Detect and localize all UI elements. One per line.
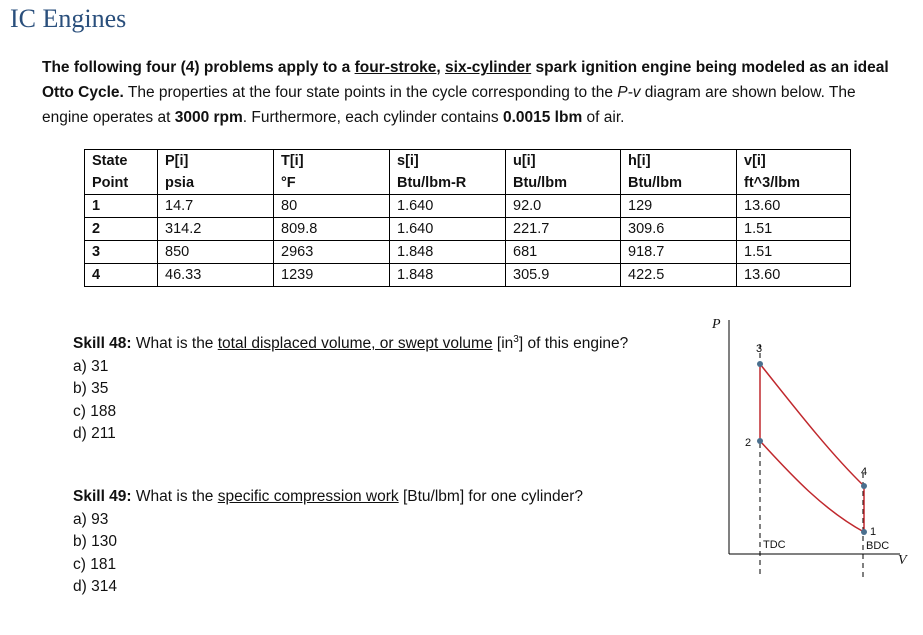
state-point-1 — [861, 529, 867, 535]
six-cylinder-text: six-cylinder — [445, 59, 532, 76]
intro-text-1: The following four (4) problems apply to a — [42, 59, 355, 76]
pv-text: P-v — [617, 84, 641, 101]
four-stroke-text: four-stroke — [354, 59, 437, 76]
table-cell: 221.7 — [506, 218, 621, 241]
answer-option: a) 93 — [73, 510, 109, 528]
intro-text-3: The properties at the four state points in the cycle corresponding to the — [123, 84, 618, 101]
state-point-3 — [757, 361, 763, 367]
answer-option: b) 130 — [73, 533, 117, 550]
skill-48-text-1: What is the — [131, 335, 218, 353]
state-number-cell: 3 — [85, 241, 158, 264]
table-units-row — [85, 172, 851, 195]
skill-48-underlined: total displaced volume, or swept volume — [217, 335, 493, 353]
table-cell: 681 — [506, 241, 621, 264]
skill-49-prompt — [73, 486, 583, 509]
header-unit-cell: Point — [85, 172, 158, 195]
header-cell: T[i] — [274, 150, 390, 173]
skill-49-text-2: [Btu/lbm] for one cylinder? — [398, 488, 584, 505]
answer-option: c) 188 — [73, 402, 117, 420]
p-axis-label: P — [712, 317, 721, 332]
table-cell: 1.640 — [390, 195, 506, 218]
intro-paragraph — [42, 55, 902, 130]
compression-curve — [760, 441, 864, 532]
mass-text: 0.0015 lbm — [502, 109, 583, 126]
bdc-label: BDC — [866, 540, 890, 552]
state-properties-table — [84, 149, 851, 287]
header-cell: u[i] — [506, 150, 621, 173]
answer-option: a) 31 — [73, 357, 109, 375]
skill-48-prompt — [73, 329, 628, 356]
table-cell: 309.6 — [621, 218, 737, 241]
state-number-cell: 4 — [85, 264, 158, 287]
point-1-label: 1 — [870, 526, 877, 538]
table-row — [85, 195, 851, 218]
header-unit-cell: Btu/lbm — [621, 172, 737, 195]
intro-text-2: spark ignition engine being modeled as an ideal Otto Cycle. — [42, 59, 889, 101]
skill-48-text-3: ] of this engine? — [518, 335, 629, 353]
table-cell: 314.2 — [158, 218, 274, 241]
table-cell: 80 — [274, 195, 390, 218]
skill-48-text-2: [in — [492, 335, 514, 353]
table-cell: 1.848 — [390, 264, 506, 287]
table-cell: 422.5 — [621, 264, 737, 287]
v-axis-label: V — [898, 553, 907, 568]
table-row — [85, 264, 851, 287]
answer-option: d) 211 — [73, 425, 116, 443]
point-2-label: 2 — [745, 437, 752, 449]
table-cell: 92.0 — [506, 195, 621, 218]
intro-text-5: . Furthermore, each cylinder contains — [242, 109, 503, 126]
state-point-2 — [757, 438, 763, 444]
rpm-text: 3000 rpm — [174, 109, 243, 126]
table-cell: 1.848 — [390, 241, 506, 264]
expansion-curve — [760, 364, 864, 486]
table-header-row — [85, 150, 851, 173]
answer-option: b) 35 — [73, 380, 109, 398]
skill-49-question — [73, 486, 583, 599]
intro-comma: , — [436, 59, 446, 76]
skill-49-underlined: specific compression work — [217, 488, 399, 505]
table-cell: 1.51 — [737, 218, 851, 241]
header-cell: State — [85, 150, 158, 173]
table-cell: 1.51 — [737, 241, 851, 264]
page-title: IC Engines — [10, 4, 127, 33]
state-point-4 — [861, 483, 867, 489]
pv-diagram — [700, 308, 915, 583]
header-unit-cell: ft^3/lbm — [737, 172, 851, 195]
header-unit-cell: Btu/lbm-R — [390, 172, 506, 195]
tdc-label: TDC — [763, 539, 786, 551]
table-cell: 1.640 — [390, 218, 506, 241]
table-cell: 1239 — [274, 264, 390, 287]
skill-48-question — [73, 329, 628, 446]
skill-48-superscript: 3 — [513, 334, 519, 345]
header-cell: h[i] — [621, 150, 737, 173]
table-row — [85, 241, 851, 264]
header-unit-cell: Btu/lbm — [506, 172, 621, 195]
answer-option: d) 314 — [73, 578, 117, 595]
table-cell: 129 — [621, 195, 737, 218]
point-4-label: 4 — [861, 466, 868, 478]
table-cell: 809.8 — [274, 218, 390, 241]
table-cell: 2963 — [274, 241, 390, 264]
state-number-cell: 1 — [85, 195, 158, 218]
skill-48-label: Skill 48: — [73, 335, 132, 353]
table-cell: 918.7 — [621, 241, 737, 264]
table-cell: 850 — [158, 241, 274, 264]
table-cell: 14.7 — [158, 195, 274, 218]
point-3-label: 3 — [756, 343, 763, 355]
header-unit-cell: °F — [274, 172, 390, 195]
header-cell: s[i] — [390, 150, 506, 173]
header-cell: P[i] — [158, 150, 274, 173]
table-cell: 13.60 — [737, 264, 851, 287]
intro-text-4: diagram are shown below. The engine operates at — [42, 84, 856, 126]
state-number-cell: 2 — [85, 218, 158, 241]
table-cell: 305.9 — [506, 264, 621, 287]
table-cell: 46.33 — [158, 264, 274, 287]
skill-49-label: Skill 49: — [73, 488, 132, 505]
header-cell: v[i] — [737, 150, 851, 173]
table-cell: 13.60 — [737, 195, 851, 218]
intro-text-6: of air. — [582, 109, 625, 126]
answer-option: c) 181 — [73, 555, 117, 573]
header-unit-cell: psia — [158, 172, 274, 195]
table-row — [85, 218, 851, 241]
skill-49-text-1: What is the — [131, 488, 218, 505]
